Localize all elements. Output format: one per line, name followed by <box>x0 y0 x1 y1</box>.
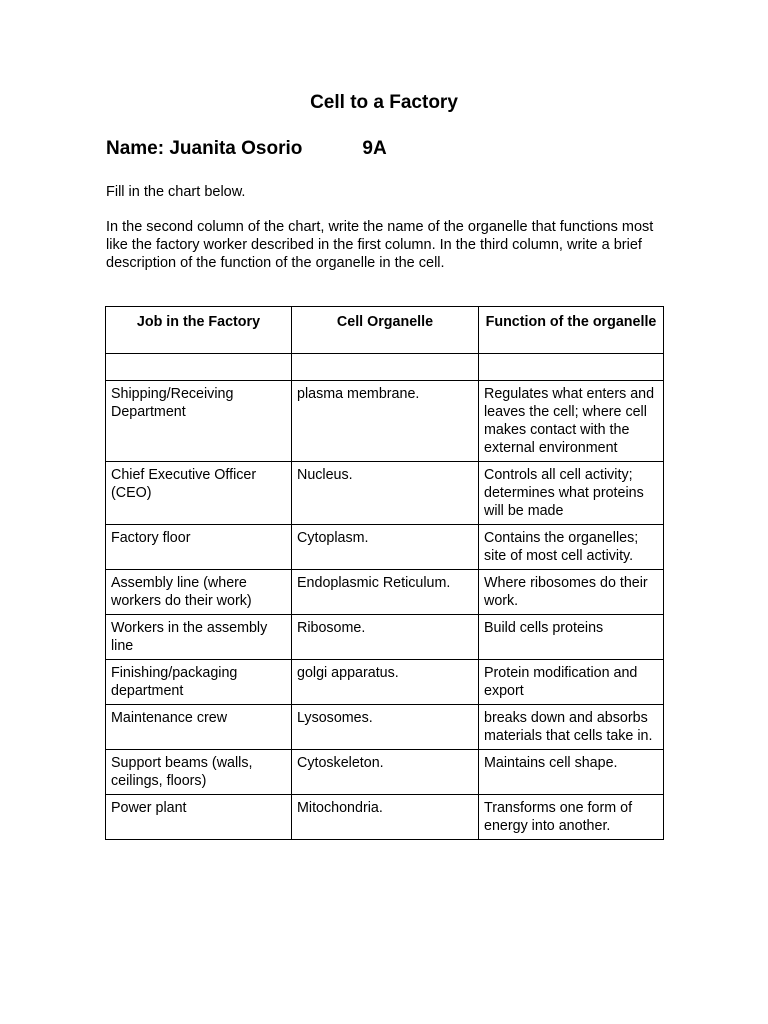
table-row <box>106 570 664 615</box>
table-row <box>106 660 664 705</box>
cell-organelle: Cytoskeleton. <box>292 750 479 795</box>
instruction-details: In the second column of the chart, write the name of the organelle that functions most like the factory worker described in the first column. In the third column, write a brief description of the function of the organelle in the cell. <box>106 219 654 271</box>
student-name-line <box>106 138 387 160</box>
cell-function: Regulates what enters and leaves the cell; where cell makes contact with the external environment <box>479 381 664 462</box>
cell-organelle: Endoplasmic Reticulum. <box>292 570 479 615</box>
cell-organelle: Lysosomes. <box>292 705 479 750</box>
cell-job: Finishing/packaging department <box>106 660 292 705</box>
cell-function: Where ribosomes do their work. <box>479 570 664 615</box>
cell-job: Support beams (walls, ceilings, floors) <box>106 750 292 795</box>
table-row-blank <box>106 354 664 381</box>
cell-job: Chief Executive Officer (CEO) <box>106 462 292 525</box>
cell-job: Assembly line (where workers do their work) <box>106 570 292 615</box>
cell-factory-table <box>105 306 664 840</box>
cell-organelle: Cytoplasm. <box>292 525 479 570</box>
cell-job: Shipping/Receiving Department <box>106 381 292 462</box>
header-job: Job in the Factory <box>106 307 292 354</box>
header-organelle: Cell Organelle <box>292 307 479 354</box>
cell-job: Maintenance crew <box>106 705 292 750</box>
student-name: Name: Juanita Osorio <box>106 138 303 159</box>
table-row <box>106 795 664 840</box>
cell-function: breaks down and absorbs materials that cells take in. <box>479 705 664 750</box>
table-row <box>106 381 664 462</box>
cell-organelle: Mitochondria. <box>292 795 479 840</box>
document-title: Cell to a Factory <box>310 92 458 113</box>
cell-job: Workers in the assembly line <box>106 615 292 660</box>
cell-function: Controls all cell activity; determines what proteins will be made <box>479 462 664 525</box>
table-row <box>106 705 664 750</box>
table-row <box>106 462 664 525</box>
cell-function: Contains the organelles; site of most cell activity. <box>479 525 664 570</box>
table-row <box>106 750 664 795</box>
cell-organelle: Ribosome. <box>292 615 479 660</box>
table-row <box>106 525 664 570</box>
cell-job: Power plant <box>106 795 292 840</box>
cell-function: Protein modification and export <box>479 660 664 705</box>
cell-function: Transforms one form of energy into another. <box>479 795 664 840</box>
cell-function: Maintains cell shape. <box>479 750 664 795</box>
cell-organelle: plasma membrane. <box>292 381 479 462</box>
header-function: Function of the organelle <box>479 307 664 354</box>
cell-job: Factory floor <box>106 525 292 570</box>
cell-function <box>479 354 664 381</box>
cell-function: Build cells proteins <box>479 615 664 660</box>
cell-organelle <box>292 354 479 381</box>
cell-job <box>106 354 292 381</box>
cell-organelle: Nucleus. <box>292 462 479 525</box>
table-row <box>106 615 664 660</box>
instruction-fill-chart: Fill in the chart below. <box>106 184 246 200</box>
table-header-row <box>106 307 664 354</box>
student-class: 9A <box>362 138 387 159</box>
cell-organelle: golgi apparatus. <box>292 660 479 705</box>
